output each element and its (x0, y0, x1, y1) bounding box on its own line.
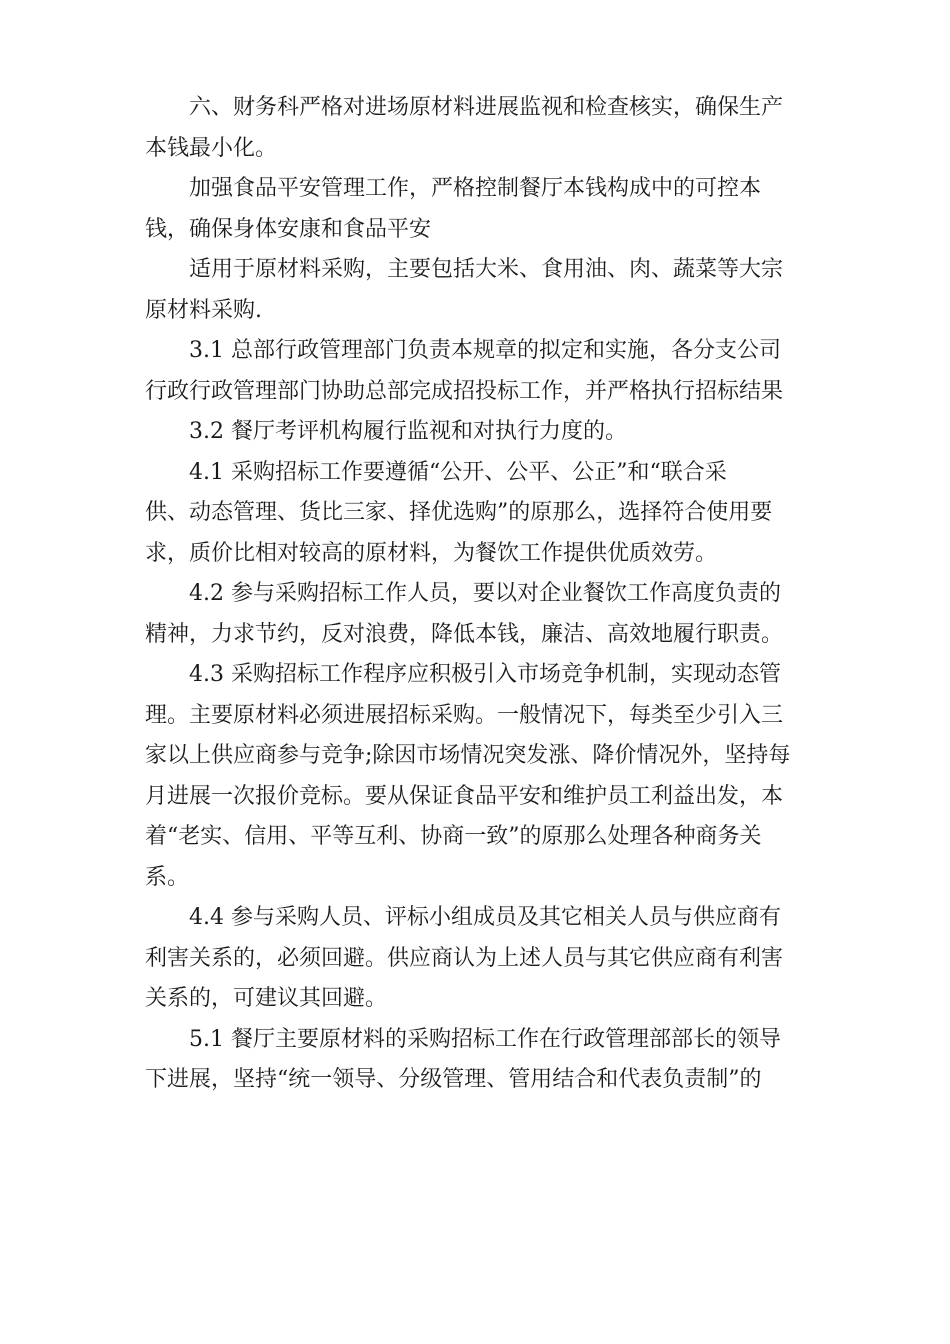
paragraph-line: 关系的，可建议其回避。 (145, 986, 388, 1011)
paragraph-line: 六、财务科严格对进场原材料进展监视和检查核实，确保生产 (189, 95, 784, 120)
paragraph (145, 412, 810, 453)
paragraph-line: 适用于原材料采购，主要包括大米、食用油、肉、蔬菜等大宗 (189, 257, 784, 282)
paragraph (145, 574, 810, 655)
paragraph-line: 4.3 采购招标工作程序应积极引入市场竞争机制，实现动态管 (189, 662, 781, 687)
paragraph (145, 453, 810, 575)
paragraph-line: 3.1 总部行政管理部门负责本规章的拟定和实施，各分支公司 (189, 338, 781, 363)
paragraph (145, 331, 810, 412)
paragraph-line: 3.2 餐厅考评机构履行监视和对执行力度的。 (189, 419, 627, 444)
paragraph-line: 求，质价比相对较高的原材料，为餐饮工作提供优质效劳。 (145, 540, 718, 566)
document-body (145, 88, 810, 1101)
paragraph (145, 1020, 810, 1101)
paragraph (145, 88, 810, 169)
paragraph (145, 250, 810, 331)
paragraph-line: 加强食品平安管理工作，严格控制餐厅本钱构成中的可控本 (189, 176, 762, 201)
paragraph-line: 5.1 餐厅主要原材料的采购招标工作在行政管理部部长的领导 (189, 1026, 781, 1052)
paragraph-line: 4.1 采购招标工作要遵循“公开、公平、公正”和“联合采 (189, 459, 727, 485)
paragraph-line: 系。 (145, 864, 190, 890)
paragraph-line: 钱，确保身体安康和食品平安 (145, 216, 432, 242)
paragraph-line: 供、动态管理、货比三家、择优选购”的原那么，选择符合使用要 (145, 500, 773, 525)
paragraph-line: 本钱最小化。 (145, 135, 278, 161)
paragraph-line: 4.4 参与采购人员、评标小组成员及其它相关人员与供应商有 (189, 905, 781, 930)
paragraph-line: 原材料采购. (145, 297, 262, 323)
paragraph-line: 月进展一次报价竞标。要从保证食品平安和维护员工利益出发，本 (145, 783, 784, 809)
paragraph (145, 169, 810, 250)
paragraph-line: 4.2 参与采购招标工作人员，要以对企业餐饮工作高度负责的 (189, 581, 781, 606)
paragraph-line: 着“老实、信用、平等互利、协商一致”的原那么处理各种商务关 (145, 824, 762, 849)
paragraph-line: 家以上供应商参与竞争;除因市场情况突发涨、降价情况外，坚持每 (145, 743, 791, 768)
paragraph-line: 精神，力求节约，反对浪费，降低本钱，廉洁、高效地履行职责。 (145, 621, 784, 647)
paragraph-line: 利害关系的，必须回避。供应商认为上述人员与其它供应商有利害 (145, 945, 784, 971)
paragraph-line: 行政行政管理部门协助总部完成招投标工作，并严格执行招标结果 (145, 378, 784, 404)
paragraph-line: 下进展，坚持“统一领导、分级管理、管用结合和代表负责制”的 (145, 1067, 762, 1092)
paragraph-line: 理。主要原材料必须进展招标采购。一般情况下，每类至少引入三 (145, 702, 784, 728)
paragraph (145, 655, 810, 898)
paragraph (145, 898, 810, 1020)
